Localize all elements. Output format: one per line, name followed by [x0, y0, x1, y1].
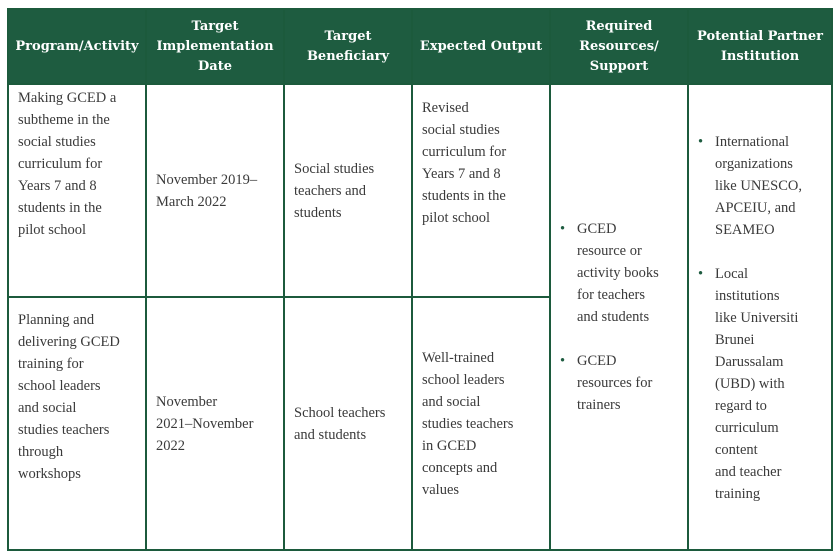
header-expected-output: Expected Output: [412, 9, 550, 84]
header-target-implementation-date: Target Implementation Date: [146, 9, 284, 84]
partners-list: [693, 109, 823, 527]
header-row: [8, 9, 832, 84]
list-item: [693, 263, 823, 505]
table-row: [8, 84, 832, 297]
beneficiary-cell: Social studies teachers and students: [284, 84, 412, 297]
action-plan-table: [7, 8, 833, 551]
partner-text: International organizations like UNESCO, APCEIU, and SEAMEO: [715, 134, 802, 238]
header-program-activity: Program/Activity: [8, 9, 146, 84]
header-target-beneficiary: Target Beneficiary: [284, 9, 412, 84]
resources-list: [555, 196, 679, 438]
output-cell: Well-trained school leaders and social studies teachers in GCED concepts and values: [412, 297, 550, 550]
list-item: [555, 350, 679, 416]
date-cell: November 2021–November 2022: [146, 297, 284, 550]
date-cell: November 2019– March 2022: [146, 84, 284, 297]
beneficiary-cell: School teachers and students: [284, 297, 412, 550]
bullet-icon: •: [698, 134, 704, 150]
resource-text: GCED resource or activity books for teachers and students: [577, 221, 659, 325]
program-cell: Making GCED a subtheme in the social studies curriculum for Years 7 and 8 students in the pilot school: [8, 84, 146, 297]
header-required-resources: Required Resources/ Support: [550, 9, 688, 84]
header-potential-partner: Potential Partner Institution: [688, 9, 832, 84]
resources-cell: [550, 84, 688, 550]
bullet-icon: •: [560, 221, 566, 237]
partner-text: Local institutions like Universiti Brunei Darussalam (UBD) with regard to curriculum content and teacher training: [715, 266, 799, 502]
bullet-icon: •: [560, 353, 566, 369]
program-cell: Planning and delivering GCED training for school leaders and social studies teachers through workshops: [8, 297, 146, 550]
list-item: [555, 218, 679, 328]
output-cell: Revised social studies curriculum for Years 7 and 8 students in the pilot school: [412, 84, 550, 297]
partners-cell: [688, 84, 832, 550]
list-item: [693, 131, 823, 241]
bullet-icon: •: [698, 266, 704, 282]
resource-text: GCED resources for trainers: [577, 353, 653, 413]
